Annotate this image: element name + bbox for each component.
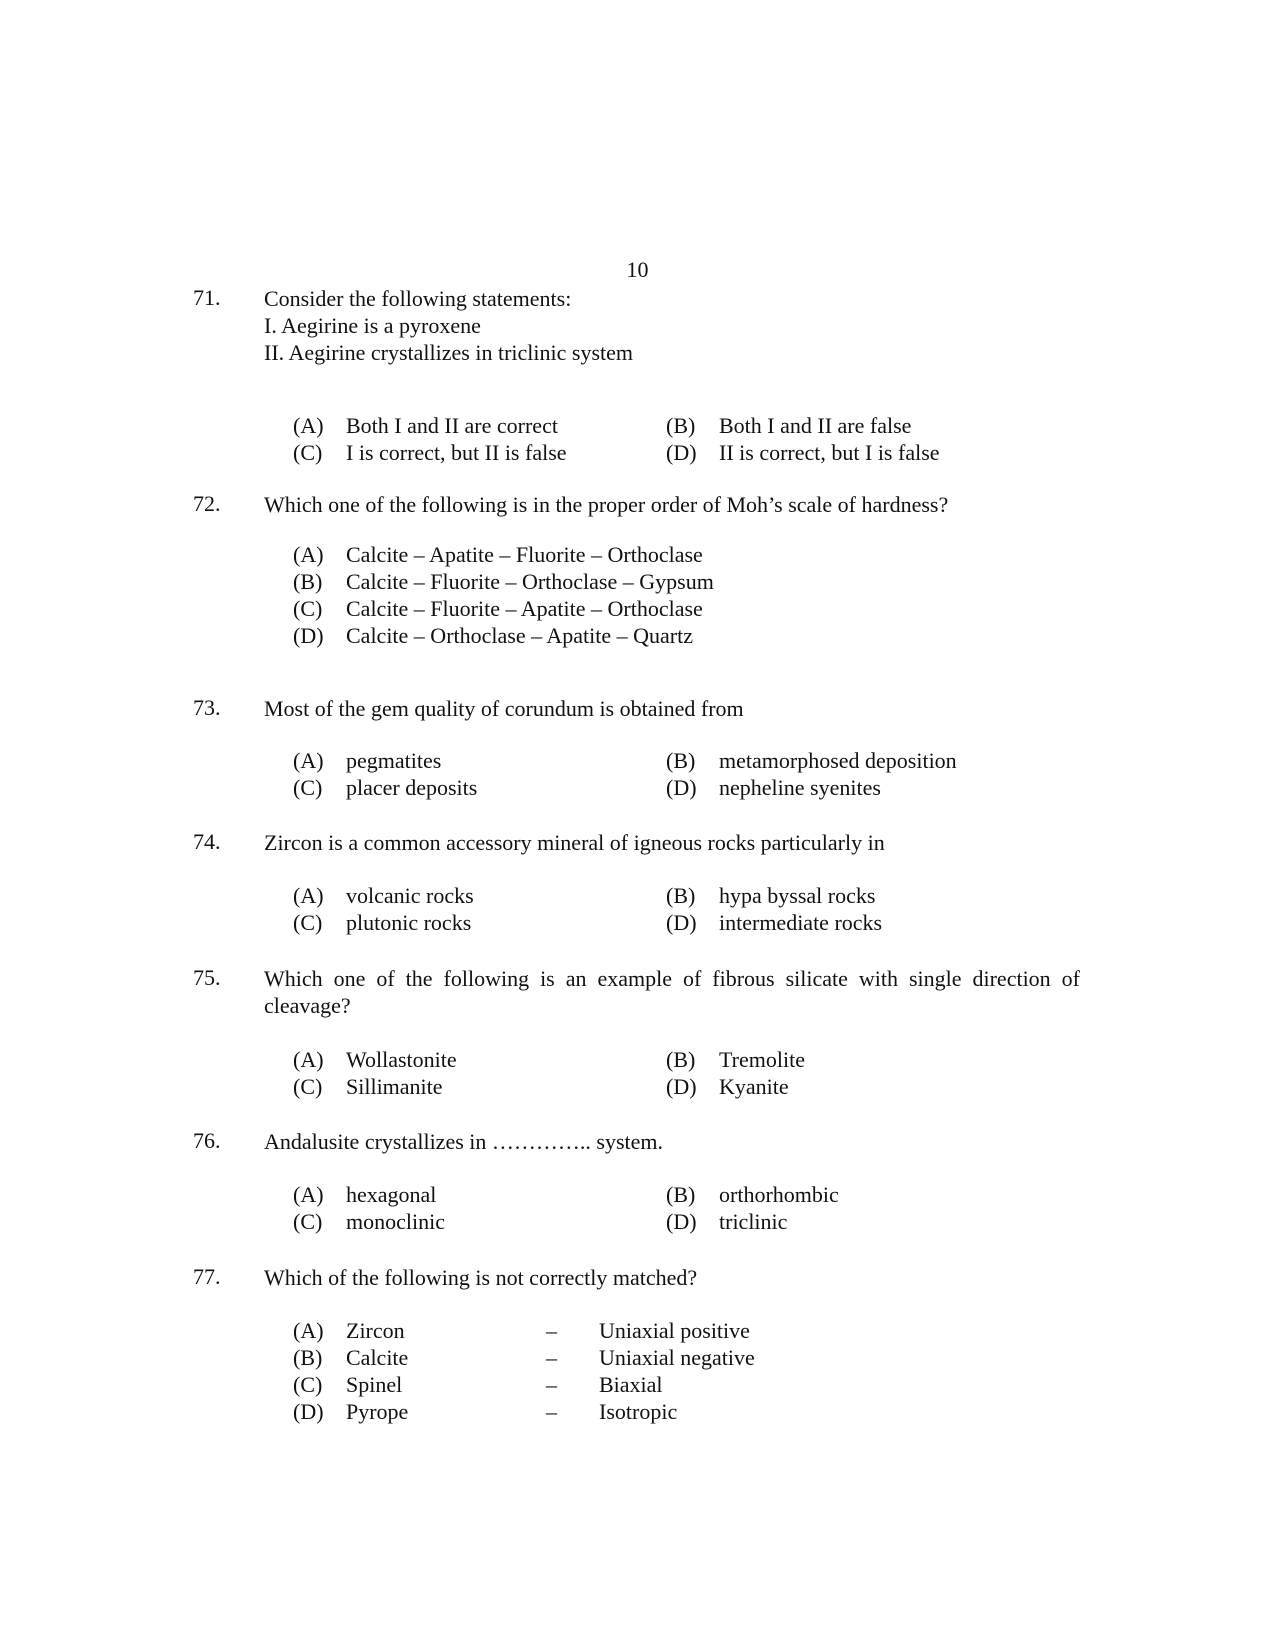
stem-line: Most of the gem quality of corundum is obtained from (264, 696, 744, 721)
question-number: 76. (193, 1128, 221, 1153)
question-stem (264, 491, 1080, 518)
option-label: (B) (666, 1182, 696, 1207)
match-dash: – (546, 1372, 557, 1397)
question-number: 72. (193, 491, 221, 516)
option-label: (B) (666, 748, 696, 773)
stem-line: Andalusite crystallizes in ………….. system. (264, 1129, 663, 1154)
option-text: Calcite – Fluorite – Orthoclase – Gypsum (346, 569, 714, 594)
option-text: hypa byssal rocks (719, 883, 876, 908)
option-label: (D) (666, 1209, 697, 1234)
stem-line: II. Aegirine crystallizes in triclinic system (264, 340, 634, 365)
match-dash: – (546, 1318, 557, 1343)
option-label: (B) (293, 1345, 323, 1370)
option-text: Kyanite (719, 1074, 789, 1099)
option-label: (A) (293, 883, 324, 908)
option-label: (D) (666, 440, 697, 465)
option-label: (A) (293, 413, 324, 438)
option-text: Spinel (346, 1372, 403, 1397)
option-text: metamorphosed deposition (719, 748, 957, 773)
question-stem (264, 1264, 1080, 1291)
option-label: (C) (293, 596, 323, 621)
option-text: orthorhombic (719, 1182, 839, 1207)
option-text: Calcite – Apatite – Fluorite – Orthoclase (346, 542, 703, 567)
option-text: Pyrope (346, 1399, 409, 1424)
option-text: Calcite – Orthoclase – Apatite – Quartz (346, 623, 693, 648)
option-label: (A) (293, 542, 324, 567)
question-stem (264, 1128, 1080, 1155)
match-text: Uniaxial positive (599, 1318, 750, 1343)
question-stem (264, 285, 1080, 366)
stem-line: Which one of the following is in the proper order of Moh’s scale of hardness? (264, 492, 949, 517)
question-number: 73. (193, 695, 221, 720)
option-text: Tremolite (719, 1047, 805, 1072)
stem-line: Which one of the following is an example of fibrous silicate with single direction of cleavage? (264, 966, 1080, 1018)
option-label: (A) (293, 748, 324, 773)
option-text: plutonic rocks (346, 910, 472, 935)
option-text: nepheline syenites (719, 775, 881, 800)
option-text: Both I and II are false (719, 413, 912, 438)
stem-line: Which of the following is not correctly matched? (264, 1265, 698, 1290)
match-text: Isotropic (599, 1399, 678, 1424)
question-number: 74. (193, 829, 221, 854)
stem-line: Consider the following statements: (264, 286, 572, 311)
match-text: Uniaxial negative (599, 1345, 755, 1370)
option-label: (C) (293, 1074, 323, 1099)
option-label: (A) (293, 1318, 324, 1343)
option-label: (D) (293, 1399, 324, 1424)
option-text: Zircon (346, 1318, 405, 1343)
option-label: (A) (293, 1182, 324, 1207)
option-text: I is correct, but II is false (346, 440, 567, 465)
option-text: placer deposits (346, 775, 478, 800)
option-label: (D) (666, 1074, 697, 1099)
option-text: Sillimanite (346, 1074, 443, 1099)
option-label: (C) (293, 910, 323, 935)
option-text: II is correct, but I is false (719, 440, 940, 465)
option-label: (B) (666, 883, 696, 908)
match-dash: – (546, 1345, 557, 1370)
question-stem (264, 829, 1080, 856)
question-number: 75. (193, 965, 221, 990)
option-label: (B) (666, 1047, 696, 1072)
option-label: (D) (666, 775, 697, 800)
option-text: intermediate rocks (719, 910, 883, 935)
option-label: (D) (666, 910, 697, 935)
stem-line: I. Aegirine is a pyroxene (264, 313, 481, 338)
match-text: Biaxial (599, 1372, 663, 1397)
option-label: (B) (293, 569, 323, 594)
option-label: (C) (293, 440, 323, 465)
option-label: (B) (666, 413, 696, 438)
option-text: triclinic (719, 1209, 788, 1234)
question-number: 77. (193, 1264, 221, 1289)
option-label: (A) (293, 1047, 324, 1072)
option-text: Wollastonite (346, 1047, 457, 1072)
option-label: (C) (293, 775, 323, 800)
page-number: 10 (626, 257, 649, 282)
option-text: hexagonal (346, 1182, 437, 1207)
question-stem (264, 695, 1080, 722)
option-text: pegmatites (346, 748, 442, 773)
stem-line: Zircon is a common accessory mineral of igneous rocks particularly in (264, 830, 885, 855)
option-label: (D) (293, 623, 324, 648)
option-text: monoclinic (346, 1209, 445, 1234)
option-text: volcanic rocks (346, 883, 474, 908)
option-text: Calcite – Fluorite – Apatite – Orthoclase (346, 596, 703, 621)
option-text: Calcite (346, 1345, 409, 1370)
option-text: Both I and II are correct (346, 413, 558, 438)
question-stem (264, 965, 1080, 1019)
question-number: 71. (193, 285, 221, 310)
option-label: (C) (293, 1372, 323, 1397)
match-dash: – (546, 1399, 557, 1424)
option-label: (C) (293, 1209, 323, 1234)
